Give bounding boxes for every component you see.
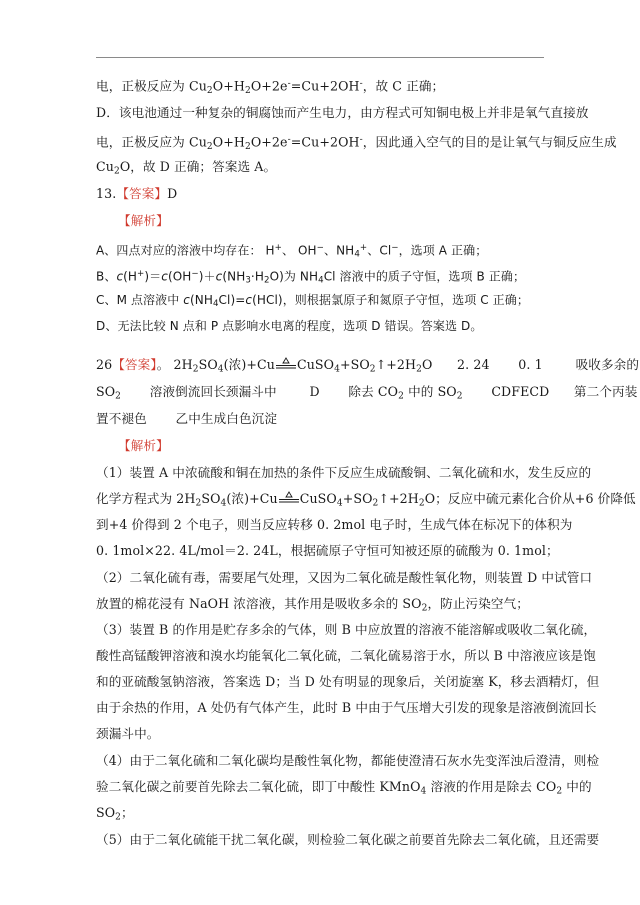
text-line: 由于余热的作用，A 处仍有气体产生，此时 B 中由于气压增大引发的现象是溶液倒流回长 [96, 700, 597, 715]
question-26-answer: 26【答案】。 $2H_2SO_4$(浓)+Cu $CuSO_4+SO_2↑+2H_2O$ 2. 24 0. 1 吸收多余的 [96, 357, 640, 375]
text-line: 和的亚硫酸氢钠溶液，答案选 D；当 D 处有明显的现象后，关闭旋塞 K，移去酒精灯，但 [96, 674, 600, 689]
text-line: 验二氧化碳之前要首先除去二氧化硫，即丁中酸性 KMnO$_4$ 溶液的作用是除去 $CO_2$ 中的 [96, 779, 592, 797]
text-line: A、四点对应的溶液中均存在： H+、 OH−、$NH_4^+$、Cl−，选项 A 正确； [96, 243, 488, 260]
analysis-heading: 【解析】 [118, 438, 169, 453]
text-line: $Cu_2O$，故 D 正确；答案选 A。 [96, 159, 277, 177]
text-line: 酸性高锰酸钾溶液和溴水均能氧化二氧化硫，二氧化硫易溶于水，所以 B 中溶液应该是饱 [96, 648, 596, 663]
question-13-answer: 13.【答案】D [96, 186, 178, 201]
text-line: $SO_2$； [96, 805, 134, 823]
text-line: （3）装置 B 的作用是贮存多余的气体，则 B 中应放置的溶液不能溶解或吸收二氧化硫， [96, 622, 597, 637]
text-line: 置不褪色 乙中生成白色沉淀 [96, 411, 278, 426]
text-line: B、$c(H^+)=c(OH^-)+c(NH_3\cdot H_2O)$为 $NH_4Cl$ 溶液中的质子守恒，选项 B 正确； [96, 269, 526, 286]
text-line: 颈漏斗中。 [96, 726, 160, 741]
text-line: 到+4 价得到 2 个电子，则当反应转移 0. 2mol 电子时，生成气体在标况下的体积为 [96, 517, 573, 532]
text-line: $SO_2$ 溶液倒流回长颈漏斗中 D 除去 $CO_2$ 中的 $SO_2$ CDFECD 第二个丙装 [96, 384, 638, 402]
heat-arrow-icon [278, 491, 300, 505]
heat-arrow-icon [275, 357, 297, 371]
text-line: （5）由于二氧化硫能干扰二氧化碳，则检验二氧化碳之前要首先除去二氧化硫，且还需要 [96, 832, 600, 847]
text-line: D．该电池通过一种复杂的铜腐蚀而产生电力，由方程式可知铜电极上并非是氧气直接放 [96, 105, 589, 120]
analysis-heading: 【解析】 [118, 213, 169, 228]
text-line: （2）二氧化硫有毒，需要尾气处理，又因为二氧化硫是酸性氧化物，则装置 D 中试管口 [96, 570, 593, 585]
header-rule [96, 57, 544, 58]
text-line: C、M 点溶液中 $c(NH_4Cl)=c(HCl)$，则根据氯原子和氮原子守恒，选项 C 正确； [96, 293, 529, 310]
text-line: D、无法比较 N 点和 P 点影响水电离的程度，选项 D 错误。答案选 D。 [96, 319, 483, 333]
text-line: （4）由于二氧化硫和二氧化碳均是酸性氧化物，都能使澄清石灰水先变浑浊后澄清，则检 [96, 753, 600, 768]
text-line: 电，正极反应为 $Cu_2O+H_2O+2e^-=Cu+2OH^-$，故 C 正确； [96, 78, 445, 96]
text-line: 化学方程式为 $2H_2SO_4$(浓)+Cu $CuSO_4+SO_2↑+2H_2O$；反应中硫元素化合价从+6 价降低 [96, 491, 636, 509]
text-line: （1）装置 A 中浓硫酸和铜在加热的条件下反应生成硫酸铜、二氧化硫和水，发生反应的 [96, 465, 592, 480]
text-line: 0. 1mol×22. 4L/mol＝2. 24L，根据硫原子守恒可知被还原的硫酸为 0. 1mol； [96, 543, 559, 558]
text-line: 电，正极反应为 $Cu_2O+H_2O+2e^-=Cu+2OH^-$，因此通入空气的目的是让氧气与铜反应生成 [96, 134, 617, 152]
text-line: 放置的棉花浸有 NaOH 浓溶液，其作用是吸收多余的 $SO_2$，防止污染空气； [96, 596, 530, 614]
